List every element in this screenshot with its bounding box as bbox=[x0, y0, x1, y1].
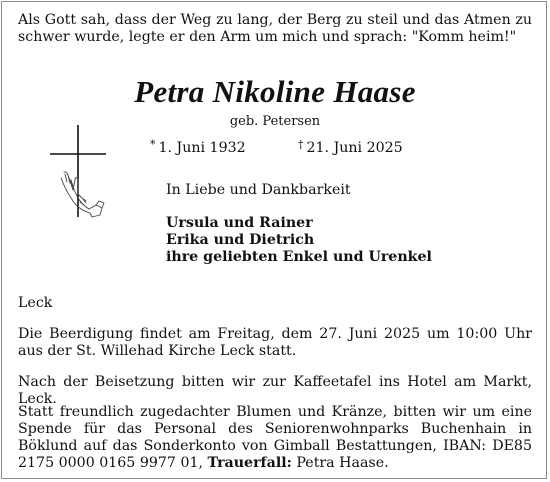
funeral-info: Die Beerdigung findet am Freitag, dem 27. Juni 2025 um 10:00 Uhr aus der St. Willehad Kirche Leck statt. bbox=[18, 326, 532, 359]
coffee-info: Nach der Beisetzung bitten wir zur Kaffeetafel ins Hotel am Markt, Leck. bbox=[18, 374, 532, 407]
contact-value: Petra Haase. bbox=[296, 455, 389, 471]
death-line bbox=[298, 136, 403, 157]
mourners-intro: In Liebe und Dankbarkeit bbox=[166, 182, 351, 198]
mourner-name: Ursula und Rainer bbox=[166, 215, 313, 231]
memorial-poem: Als Gott sah, dass der Weg zu lang, der Berg zu steil und das Atmen zu schwer wurde, legte er den Arm um mich und sprach: "Komm heim!" bbox=[18, 12, 532, 45]
birth-star-icon: * bbox=[150, 138, 156, 151]
death-date: 21. Juni 2025 bbox=[306, 140, 403, 156]
birth-line bbox=[150, 136, 246, 157]
praying-hands-icon bbox=[56, 168, 108, 220]
birth-date: 1. Juni 1932 bbox=[158, 140, 246, 156]
mourner-name: Erika und Dietrich bbox=[166, 232, 315, 248]
donation-text: Statt freundlich zugedachter Blumen und Kränze, bitten wir um eine Spende für das Personal des Seniorenwohnparks Buchenhain in Böklund auf das Sonderkonto von Gimball Bestattungen, IBAN: DE85 2175 0000 0165 9977 01, bbox=[18, 404, 532, 471]
deceased-name: Petra Nikoline Haase bbox=[134, 74, 416, 109]
contact-label: Trauerfall: bbox=[207, 455, 292, 471]
place-line: Leck bbox=[18, 295, 53, 311]
maiden-name: geb. Petersen bbox=[229, 114, 321, 129]
mourner-name: ihre geliebten Enkel und Urenkel bbox=[166, 249, 432, 265]
death-dagger-icon: † bbox=[298, 138, 304, 151]
donation-info bbox=[18, 404, 532, 472]
